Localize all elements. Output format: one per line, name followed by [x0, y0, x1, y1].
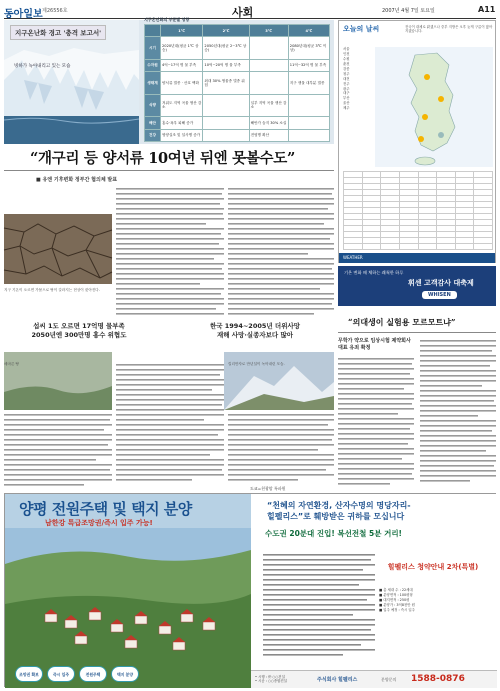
text-lines [263, 552, 375, 662]
region-label: 전주 [343, 81, 350, 86]
table-header-cell: 1℃ [161, 25, 203, 37]
report-banner: 지구온난화 경고 '충격 보고서' [10, 25, 106, 40]
ad-right-panel [251, 494, 497, 688]
table-header-cell: 2℃ [203, 25, 249, 37]
text-lines [116, 362, 224, 490]
table-cell: 일부 지역 곡물 생산 감소 [249, 94, 288, 116]
newspaper-logo: 동아일보 [4, 9, 43, 20]
article-column [4, 412, 112, 490]
table-cell: 저위도 지역 곡물 생산 감소 [161, 94, 203, 116]
ad-title: 양평 전원주택 및 택지 분양 [19, 500, 192, 518]
row-label: 시기 [145, 37, 161, 59]
page-number: A11 [478, 5, 496, 14]
table-cell: 2080년대(평균 3℃ 이상) [288, 37, 329, 59]
table-cell: 최대 30% 생물종 멸종 위험 [203, 72, 249, 94]
article-column [116, 186, 224, 318]
text-lines [420, 338, 496, 488]
text-lines [116, 186, 224, 318]
table-row [145, 59, 330, 71]
ad-footer [251, 670, 497, 688]
table-cell [288, 94, 329, 116]
ad-brand: WHISEN [422, 291, 457, 299]
table-header-row [145, 25, 330, 37]
row-label: 건강 [145, 129, 161, 141]
region-label: 청주 [343, 71, 350, 76]
ad-subscription-box [377, 552, 489, 662]
text-lines [228, 412, 334, 490]
ad-left-panel [5, 494, 251, 688]
article-column [228, 186, 334, 318]
ad-tagline: 기온 변화 때 체하는 쾌척한 하루 [344, 270, 404, 275]
photo-caption: 지구 기온이 오르면 가뭄으로 땅이 갈라지는 현상이 잦아진다. [4, 288, 100, 292]
article-column [420, 338, 496, 488]
ad-footer-credits: • 시행 : ㈜ ○○건설 • 시공 : ○○종합건설 [255, 675, 287, 684]
side-subhead: 무학가 약으로 임상시험 제약회사 대표 유죄 확정 [338, 338, 411, 351]
weather-box [338, 20, 496, 263]
table-header-cell: 3℃ [249, 25, 288, 37]
ad-footer-brand: 주식회사 힐펠리스 [317, 677, 358, 683]
ad-subscription-title: 힐펠리스 청약안내 2차(특별) [387, 563, 479, 571]
article-column [338, 356, 414, 488]
article-column [116, 362, 224, 490]
main-headline: “개구리 등 양서류 10여년 뒤엔 못볼수도” [30, 150, 296, 167]
weather-intro: 전국이 대체로 맑겠으나 중부 지방은 오후 늦게 구름이 많아지겠습니다. [405, 25, 493, 34]
ad-access-line: 수도권 20분대 진입! 복선전철 5분 거리! [265, 529, 402, 538]
table-row [145, 72, 330, 94]
table-header-cell [145, 25, 161, 37]
divider [4, 170, 334, 171]
cracked-earth-photo [4, 214, 112, 284]
table-cell: 2050년대(평균 2~3℃ 상승) [203, 37, 249, 59]
table-cell: 전염병 확산 [249, 129, 288, 141]
row-label: 생태계 [145, 72, 161, 94]
table-cell [249, 72, 288, 94]
region-label: 광주 [343, 86, 350, 91]
table-cell [249, 59, 288, 71]
table-cell: 10억~20억 명 물 부족 [203, 59, 249, 71]
article-column [228, 412, 334, 490]
byline: 도쿄=천광암 특파원 [250, 486, 286, 491]
side-headline: “의대생이 실험용 모르모트냐” [348, 317, 456, 327]
impact-table [144, 24, 330, 142]
table-cell: 양서류 멸종 · 산호 백화 [161, 72, 203, 94]
ad-stat-item: ■ 분양면적 : 100평형 [379, 593, 413, 598]
photo-caption: 킬리만자로 만년설이 녹아내린 모습. [228, 362, 285, 366]
table-cell [203, 129, 249, 141]
table-cell: 영양실조 및 설사병 증가 [161, 129, 203, 141]
region-label: 강릉 [343, 66, 350, 71]
ad-stat-item: ■ 입주 예정 : 즉시 입주 [379, 608, 415, 613]
publication-date: 2007년 4월 7일 토요일 [382, 8, 435, 14]
ad-stat-item: ■ 대지면적 : 250평 [379, 598, 410, 603]
table-row [145, 94, 330, 116]
photo-caption: 메마른 땅 [4, 362, 20, 366]
glacier-caption: 빙하가 녹아내리고 있는 모습 [14, 64, 71, 69]
table-cell [288, 117, 329, 129]
region-label: 서울 [343, 47, 350, 51]
region-label: 울산 [343, 101, 350, 106]
weather-title: 오늘의 날씨 [343, 25, 380, 33]
table-cell: 4억~17억 명 물 부족 [161, 59, 203, 71]
table-row [145, 117, 330, 129]
ad-event-title: 휘센 고객감사 대축제 [408, 279, 474, 287]
region-label: 수원 [343, 56, 350, 61]
subhead: ■ 유엔 기후변화 정부간 협의체 발표 [36, 177, 118, 183]
text-lines [338, 356, 414, 488]
region-label: 대구 [343, 91, 350, 96]
ad-info-column [263, 552, 375, 662]
issue-number: 제26556호 [42, 8, 68, 14]
whisen-ad[interactable] [338, 266, 496, 306]
region-label: 제주 [343, 106, 350, 111]
weather-map [375, 47, 493, 167]
table-cell: 11억~32억 명 물 부족 [288, 59, 329, 71]
region-label: 춘천 [343, 61, 350, 66]
ad-stat-item: ■ 분양가 : 3억8천만 원 [379, 603, 415, 608]
masthead [4, 3, 496, 19]
table-cell [203, 94, 249, 116]
table-row [145, 37, 330, 59]
divider [338, 332, 496, 333]
table-cell [249, 37, 288, 59]
table-cell: 지구 생물 대부분 멸종 [288, 72, 329, 94]
ad-stat-item: ■ 총 세대 수 : 22세대 [379, 588, 413, 592]
ad-badge: 즉시 입주 [47, 666, 75, 682]
table-header-cell: 4℃ [288, 25, 329, 37]
ad-phone-label: 분양문의 [381, 677, 397, 682]
ad-quote-line: 힐펠리스”로 훼방받은 귀하를 모십니다 [267, 512, 405, 521]
table-cell [288, 129, 329, 141]
weather-region-list [343, 47, 377, 111]
ad-quote-line: “천혜의 자연환경, 산자수명의 명당자리- [267, 501, 411, 510]
text-lines [4, 412, 112, 490]
weather-table [343, 171, 493, 250]
ad-badge: 택지 분양 [111, 666, 139, 682]
box-headline: 섭씨 1도 오르면 17억명 물부족 2050년엔 300만명 홍수 위협도 [31, 322, 127, 340]
table-cell [203, 117, 249, 129]
weather-strip: WEATHER [339, 253, 495, 263]
ad-badge: 조망권 확보 [15, 666, 43, 682]
ad-subtitle: 남한강 특급조망권/즉시 입주 가능! [45, 519, 153, 527]
row-label: 수자원 [145, 59, 161, 71]
table-row [145, 129, 330, 141]
region-label: 부산 [343, 96, 350, 101]
real-estate-ad[interactable] [4, 493, 496, 687]
climate-graphic [4, 17, 334, 144]
row-label: 식량 [145, 94, 161, 116]
section-title: 사회 [232, 6, 254, 19]
region-label: 인천 [343, 51, 350, 56]
text-lines [228, 186, 334, 318]
table-cell: 2020년대(평균 1℃ 상승) [161, 37, 203, 59]
table-cell: 홍수·폭우 피해 증가 [161, 117, 203, 129]
ad-phone-number[interactable]: 1588-0876 [411, 674, 465, 684]
row-label: 해안 [145, 117, 161, 129]
ad-stats-list [379, 588, 487, 614]
table-cell: 해안가 습지 30% 소실 [249, 117, 288, 129]
box-headline: 한국 1994~2005년 더위사망 재해 사망·실종자보다 많아 [209, 322, 301, 340]
region-label: 대전 [343, 76, 350, 81]
table-title: 지구온난화의 부문별 영향 [144, 17, 190, 22]
ad-badge: 전원주택 [79, 666, 107, 682]
